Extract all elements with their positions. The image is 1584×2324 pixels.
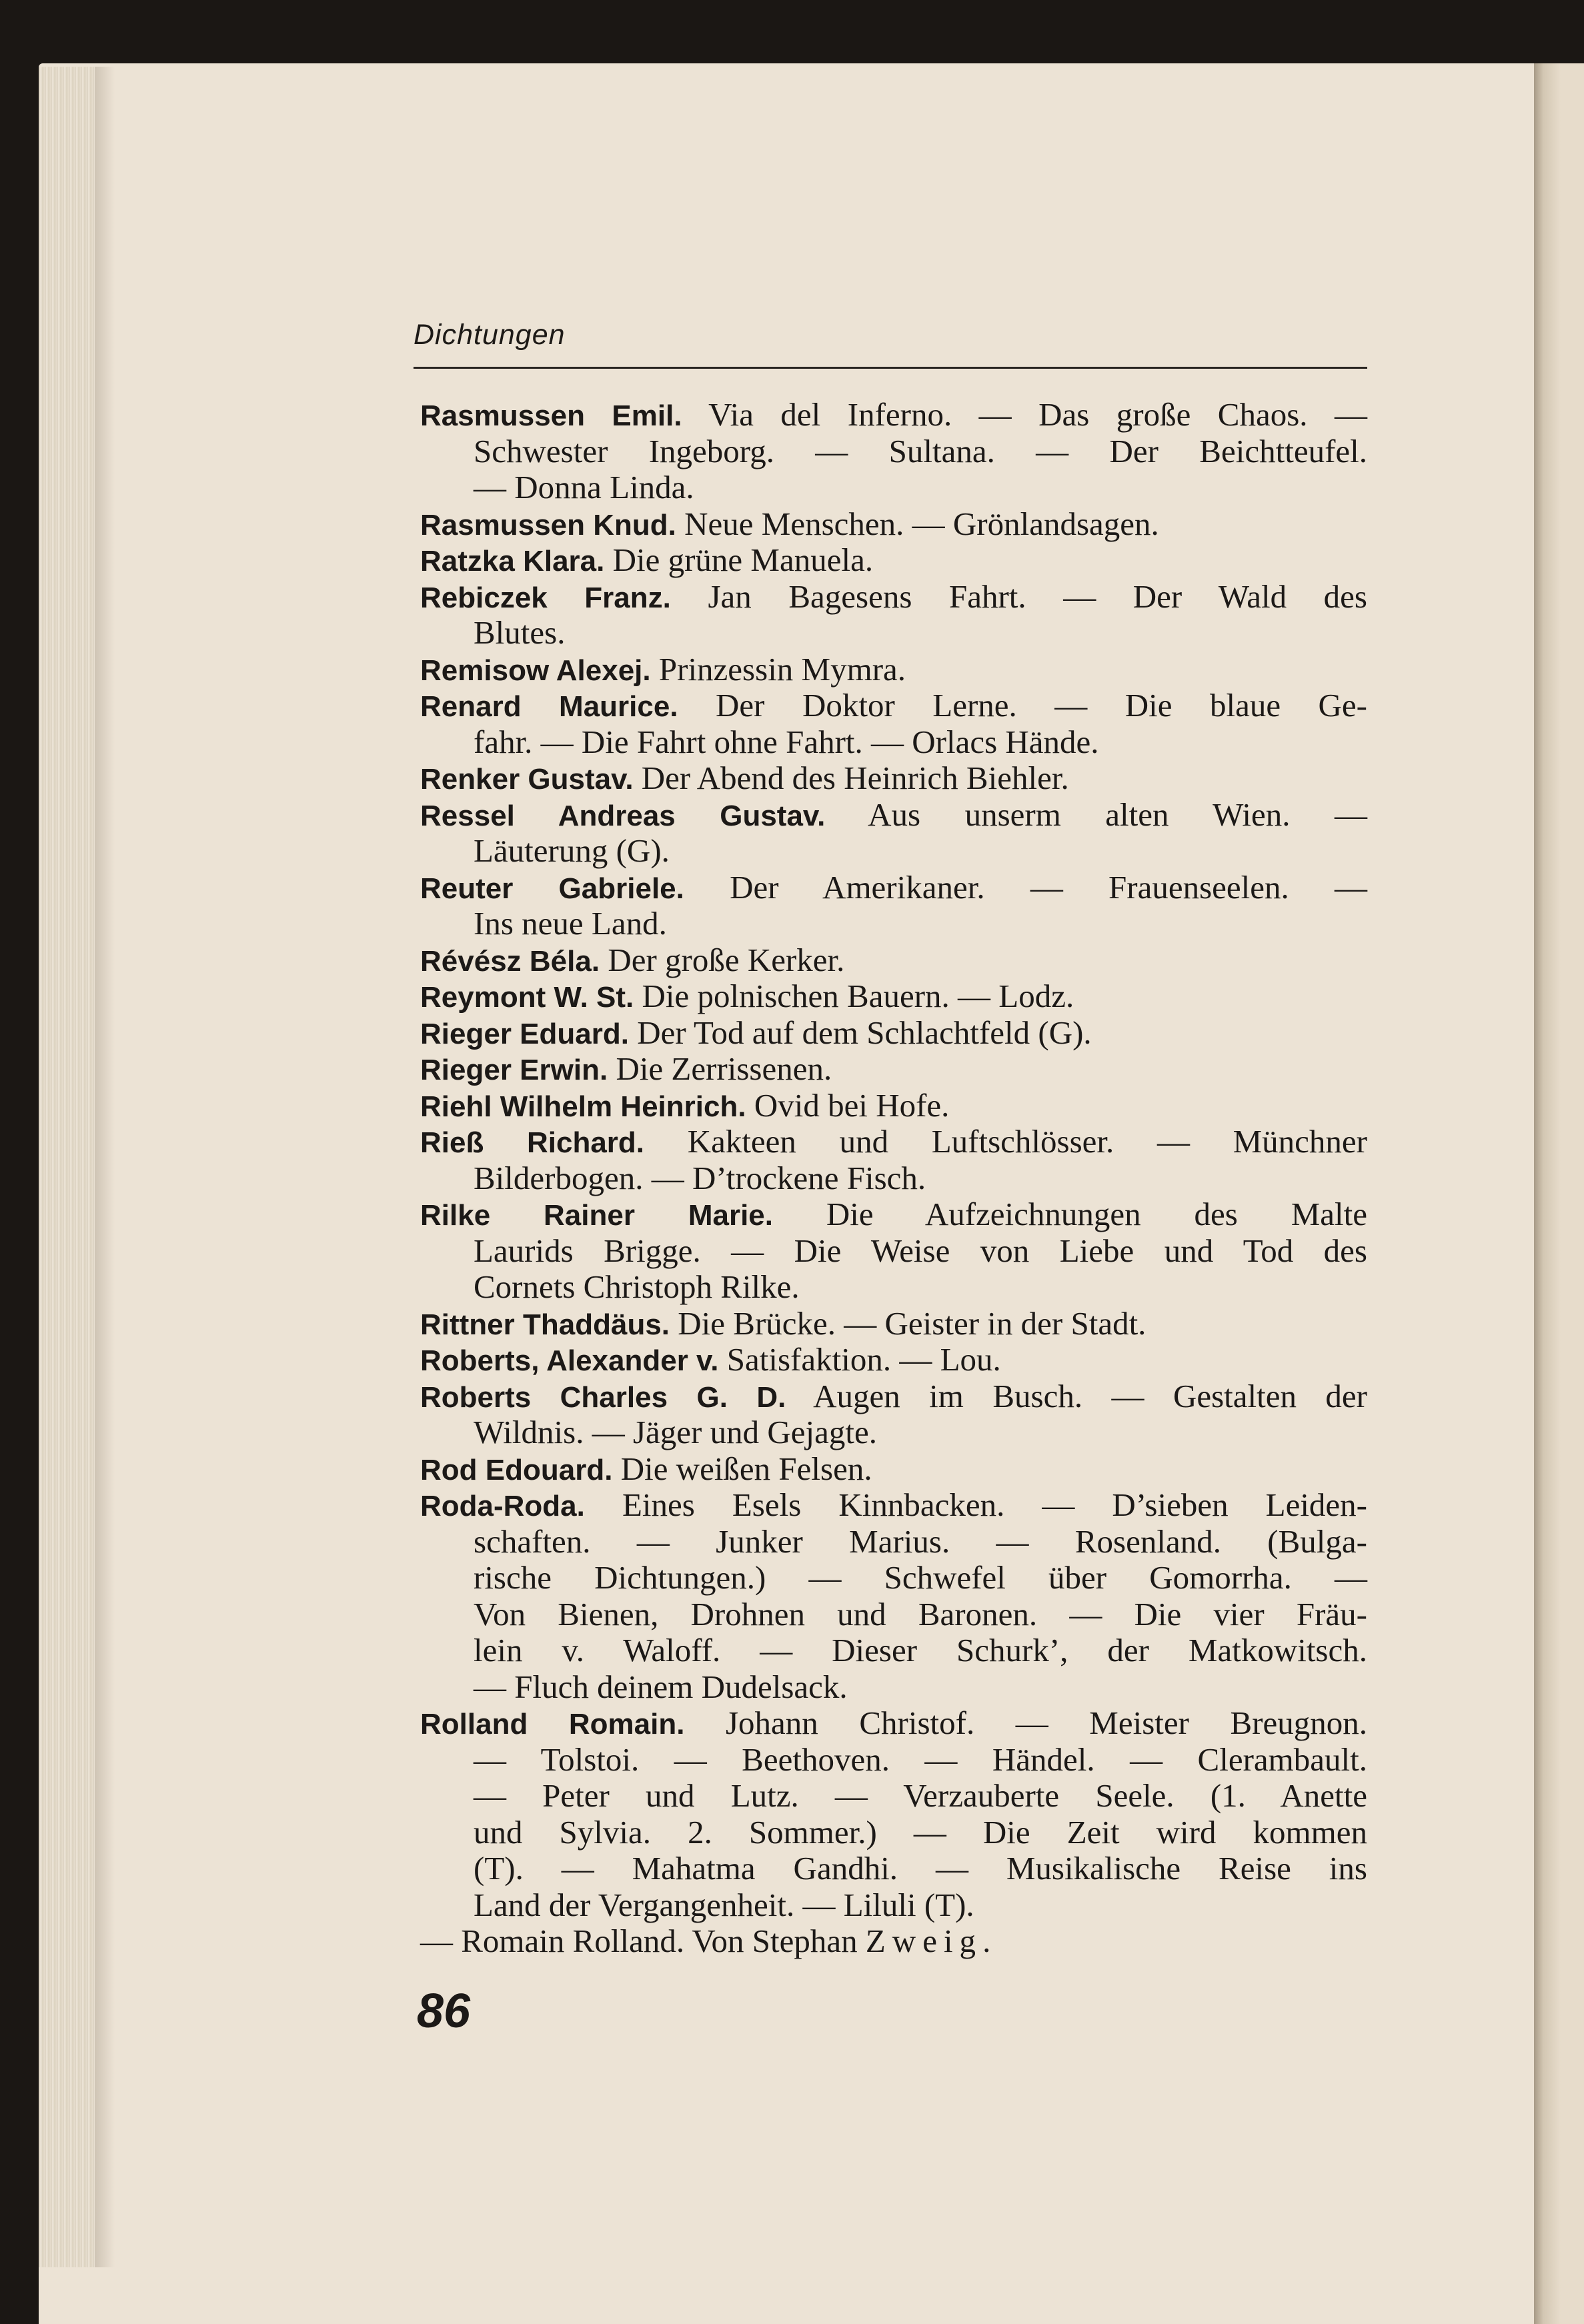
work-titles: Die Aufzeichnungen des Malte	[826, 1196, 1368, 1232]
entry-final-line	[420, 1923, 1367, 1960]
entry-continuation-line	[420, 724, 1367, 761]
entry-continuation-line	[420, 906, 1367, 942]
entry-line	[420, 652, 1367, 688]
author-name: Rasmussen Emil.	[420, 399, 682, 432]
work-titles: Laurids Brigge. — Die Weise von Liebe und Tod des	[474, 1232, 1367, 1269]
work-titles: Aus unserm alten Wien. —	[868, 796, 1368, 833]
final-line-text: — Romain Rolland. Von Stephan	[420, 1923, 858, 1959]
work-titles: Der Doktor Lerne. — Die blaue Ge-	[716, 687, 1367, 724]
entry-continuation-line	[420, 1778, 1367, 1815]
entry-continuation-line	[420, 1742, 1367, 1779]
entry-continuation-line	[420, 433, 1367, 470]
work-titles: Die Brücke. — Geister in der Stadt.	[678, 1304, 1146, 1342]
work-titles: Augen im Busch. — Gestalten der	[813, 1377, 1367, 1414]
work-titles: Die grüne Manuela.	[612, 541, 874, 578]
work-titles: Von Bienen, Drohnen und Baronen. — Die vier Fräu-	[474, 1595, 1367, 1632]
entry-line	[420, 978, 1367, 1015]
author-name: Roberts, Alexander v.	[420, 1344, 719, 1377]
author-name: Reymont W. St.	[420, 981, 634, 1014]
entry-continuation-line	[420, 1887, 1367, 1924]
work-titles: rische Dichtungen.) — Schwefel über Gomorrha. —	[474, 1559, 1367, 1596]
author-name: Rasmussen Knud.	[420, 508, 676, 541]
work-titles: Die Zerrissenen.	[616, 1050, 832, 1087]
entry-continuation-line	[420, 833, 1367, 870]
work-titles: Die polnischen Bauern. — Lodz.	[642, 978, 1074, 1014]
author-name: Rieger Erwin.	[420, 1054, 608, 1086]
bibliography-list	[420, 397, 1367, 1960]
author-name: Ressel Andreas Gustav.	[420, 799, 826, 832]
author-name: Renker Gustav.	[420, 763, 634, 796]
entry-continuation-line	[420, 1160, 1367, 1197]
work-titles: Der Tod auf dem Schlachtfeld (G).	[637, 1014, 1092, 1051]
header-rule	[414, 367, 1367, 369]
entry-line	[420, 1705, 1367, 1742]
entry-continuation-line	[420, 615, 1367, 652]
entry-line	[420, 1088, 1367, 1124]
work-titles: Neue Menschen. — Grönlandsagen.	[684, 505, 1159, 542]
work-titles: Schwester Ingeborg. — Sultana. — Der Beichtteufel.	[474, 432, 1367, 469]
entry-continuation-line	[420, 1815, 1367, 1851]
running-header: Dichtungen	[414, 319, 566, 351]
work-titles: Der große Kerker.	[608, 941, 845, 978]
work-titles: Land der Vergangenheit. — Liluli (T).	[474, 1886, 974, 1923]
work-titles: — Tolstoi. — Beethoven. — Händel. — Clerambault.	[474, 1740, 1367, 1778]
entry-line	[420, 1051, 1367, 1088]
work-titles: Blutes.	[474, 614, 566, 651]
entry-line	[420, 542, 1367, 579]
entry-continuation-line	[420, 1851, 1367, 1887]
author-name: Rieger Eduard.	[420, 1017, 629, 1050]
entry-line	[420, 688, 1367, 724]
spine-shadow	[95, 67, 115, 2267]
author-name: Renard Maurice.	[420, 690, 678, 723]
author-name: Rolland Romain.	[420, 1708, 685, 1740]
work-titles: Johann Christof. — Meister Breugnon.	[725, 1704, 1368, 1741]
entry-line	[420, 1306, 1367, 1342]
work-titles: Die weißen Felsen.	[620, 1450, 872, 1487]
work-titles: Kakteen und Luftschlösser. — Münchner	[687, 1123, 1367, 1160]
entry-line	[420, 797, 1367, 834]
work-titles: Cornets Christoph Rilke.	[474, 1268, 800, 1305]
entry-line	[420, 1015, 1367, 1052]
author-name: Rittner Thaddäus.	[420, 1308, 670, 1341]
work-titles: — Donna Linda.	[474, 469, 694, 505]
work-titles: Satisfaktion. — Lou.	[726, 1341, 1001, 1378]
work-titles: — Peter und Lutz. — Verzauberte Seele. (1. Anette	[474, 1777, 1367, 1814]
work-titles: Prinzessin Mymra.	[658, 650, 906, 688]
entry-line	[420, 1196, 1367, 1233]
entry-continuation-line	[420, 1669, 1367, 1706]
work-titles: Ovid bei Hofe.	[754, 1086, 950, 1124]
work-titles: Der Amerikaner. — Frauenseelen. —	[730, 868, 1367, 906]
author-name: Révész Béla.	[420, 944, 600, 978]
entry-continuation-line	[420, 1414, 1367, 1451]
entry-line	[420, 760, 1367, 797]
entry-continuation-line	[420, 1524, 1367, 1560]
work-titles: (T). — Mahatma Gandhi. — Musikalische Reise ins	[474, 1850, 1367, 1887]
work-titles: lein v. Waloff. — Dieser Schurk’, der Matkowitsch.	[474, 1632, 1367, 1668]
work-titles: fahr. — Die Fahrt ohne Fahrt. — Orlacs Hände.	[474, 723, 1099, 760]
entry-line	[420, 1378, 1367, 1415]
entry-line	[420, 1487, 1367, 1524]
entry-line	[420, 1124, 1367, 1160]
author-name: Rod Edouard.	[420, 1453, 613, 1486]
work-titles: Der Abend des Heinrich Biehler.	[641, 760, 1069, 796]
entry-continuation-line	[420, 1632, 1367, 1669]
author-name: Rilke Rainer Marie.	[420, 1199, 773, 1232]
work-titles: Via del Inferno. — Das große Chaos. —	[708, 396, 1368, 433]
entry-line	[420, 1342, 1367, 1378]
author-name: Reuter Gabriele.	[420, 872, 684, 905]
page-number: 86	[417, 1985, 471, 2038]
page-edges	[39, 67, 95, 2267]
work-titles: Läuterung (G).	[474, 832, 670, 869]
final-line-period: .	[982, 1923, 991, 1959]
author-name: Ratzka Klara.	[420, 545, 605, 577]
entry-continuation-line	[420, 1269, 1367, 1306]
entry-line	[420, 579, 1367, 616]
work-titles: Ins neue Land.	[474, 905, 667, 942]
entry-continuation-line	[420, 469, 1367, 506]
work-titles: — Fluch deinem Dudelsack.	[474, 1668, 848, 1705]
entry-line	[420, 397, 1367, 433]
author-name: Rebiczek Franz.	[420, 581, 671, 614]
entry-line	[420, 870, 1367, 906]
work-titles: Eines Esels Kinnbacken. — D’sieben Leiden-	[622, 1486, 1367, 1523]
author-name: Roda-Roda.	[420, 1490, 585, 1522]
entry-continuation-line	[420, 1560, 1367, 1596]
entry-continuation-line	[420, 1596, 1367, 1633]
adjacent-page-edge	[1534, 63, 1584, 2324]
author-name: Roberts Charles G. D.	[420, 1380, 786, 1414]
entry-line	[420, 942, 1367, 979]
spaced-author-name: Zweig	[865, 1923, 983, 1959]
work-titles: Wildnis. — Jäger und Gejagte.	[474, 1414, 877, 1450]
work-titles: schaften. — Junker Marius. — Rosenland. (Bulga-	[474, 1522, 1367, 1560]
author-name: Riehl Wilhelm Heinrich.	[420, 1090, 746, 1123]
entry-line	[420, 506, 1367, 543]
entry-continuation-line	[420, 1233, 1367, 1270]
author-name: Remisow Alexej.	[420, 654, 651, 687]
work-titles: Jan Bagesens Fahrt. — Der Wald des	[708, 577, 1367, 615]
work-titles: Bilderbogen. — D’trockene Fisch.	[474, 1159, 926, 1196]
work-titles: und Sylvia. 2. Sommer.) — Die Zeit wird kommen	[474, 1813, 1367, 1851]
entry-line	[420, 1451, 1367, 1488]
author-name: Rieß Richard.	[420, 1126, 645, 1159]
